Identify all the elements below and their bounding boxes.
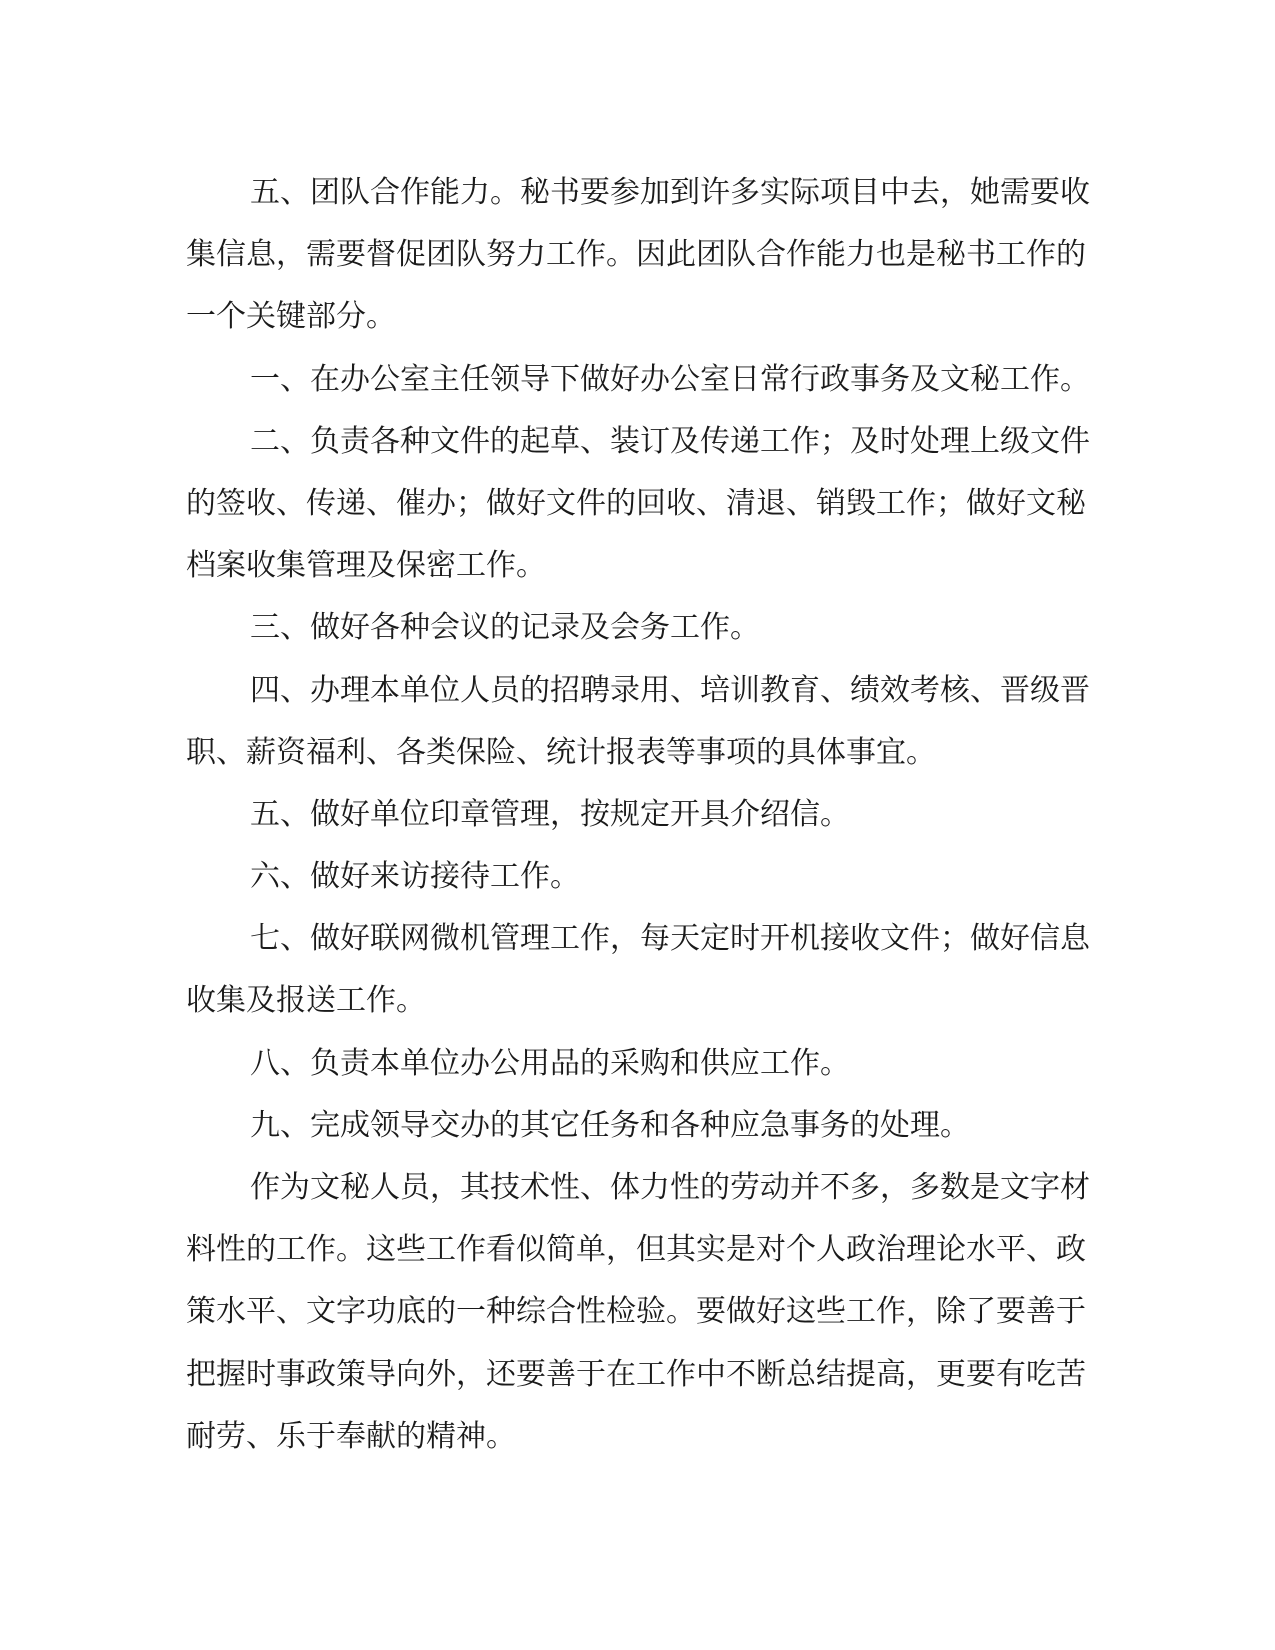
text-line: 集信息，需要督促团队努力工作。因此团队合作能力也是秘书工作的 bbox=[186, 237, 1086, 273]
text-line: 档案收集管理及保密工作。 bbox=[186, 548, 546, 584]
paragraph bbox=[186, 1033, 1091, 1095]
text-line: 四、办理本单位人员的招聘录用、培训教育、绩效考核、晋级晋 bbox=[250, 672, 1090, 708]
paragraph bbox=[186, 784, 1091, 846]
text-line: 六、做好来访接待工作。 bbox=[250, 859, 580, 895]
text-line: 九、完成领导交办的其它任务和各种应急事务的处理。 bbox=[250, 1107, 970, 1143]
text-line: 作为文秘人员，其技术性、体力性的劳动并不多，多数是文字材 bbox=[250, 1170, 1090, 1205]
paragraph bbox=[186, 846, 1091, 908]
paragraph bbox=[186, 660, 1091, 784]
text-line: 三、做好各种会议的记录及会务工作。 bbox=[250, 610, 760, 646]
text-line: 策水平、文字功底的一种综合性检验。要做好这些工作，除了要善于 bbox=[186, 1294, 1086, 1330]
text-line: 五、团队合作能力。秘书要参加到许多实际项目中去，她需要收 bbox=[250, 175, 1090, 210]
text-line: 二、负责各种文件的起草、装订及传递工作；及时处理上级文件 bbox=[250, 423, 1090, 459]
text-line: 的签收、传递、催办；做好文件的回收、清退、销毁工作；做好文秘 bbox=[186, 485, 1086, 521]
text-line: 五、做好单位印章管理，按规定开具介绍信。 bbox=[250, 796, 850, 832]
text-line: 职、薪资福利、各类保险、统计报表等事项的具体事宜。 bbox=[186, 734, 936, 770]
paragraph bbox=[186, 349, 1091, 411]
paragraph bbox=[186, 162, 1091, 349]
text-line: 七、做好联网微机管理工作，每天定时开机接收文件；做好信息 bbox=[250, 921, 1090, 957]
text-line: 料性的工作。这些工作看似简单，但其实是对个人政治理论水平、政 bbox=[186, 1232, 1086, 1268]
text-line: 八、负责本单位办公用品的采购和供应工作。 bbox=[250, 1045, 850, 1081]
paragraph bbox=[186, 908, 1091, 1032]
text-line: 一个关键部分。 bbox=[186, 299, 396, 335]
text-line: 一、在办公室主任领导下做好办公室日常行政事务及文秘工作。 bbox=[250, 361, 1090, 397]
paragraph bbox=[186, 597, 1091, 659]
text-line: 收集及报送工作。 bbox=[186, 983, 426, 1019]
paragraph bbox=[186, 1095, 1091, 1157]
document-body bbox=[186, 162, 1091, 1468]
paragraph bbox=[186, 1157, 1091, 1468]
text-line: 耐劳、乐于奉献的精神。 bbox=[186, 1418, 516, 1454]
text-line: 把握时事政策导向外，还要善于在工作中不断总结提高，更要有吃苦 bbox=[186, 1356, 1086, 1392]
paragraph bbox=[186, 411, 1091, 598]
